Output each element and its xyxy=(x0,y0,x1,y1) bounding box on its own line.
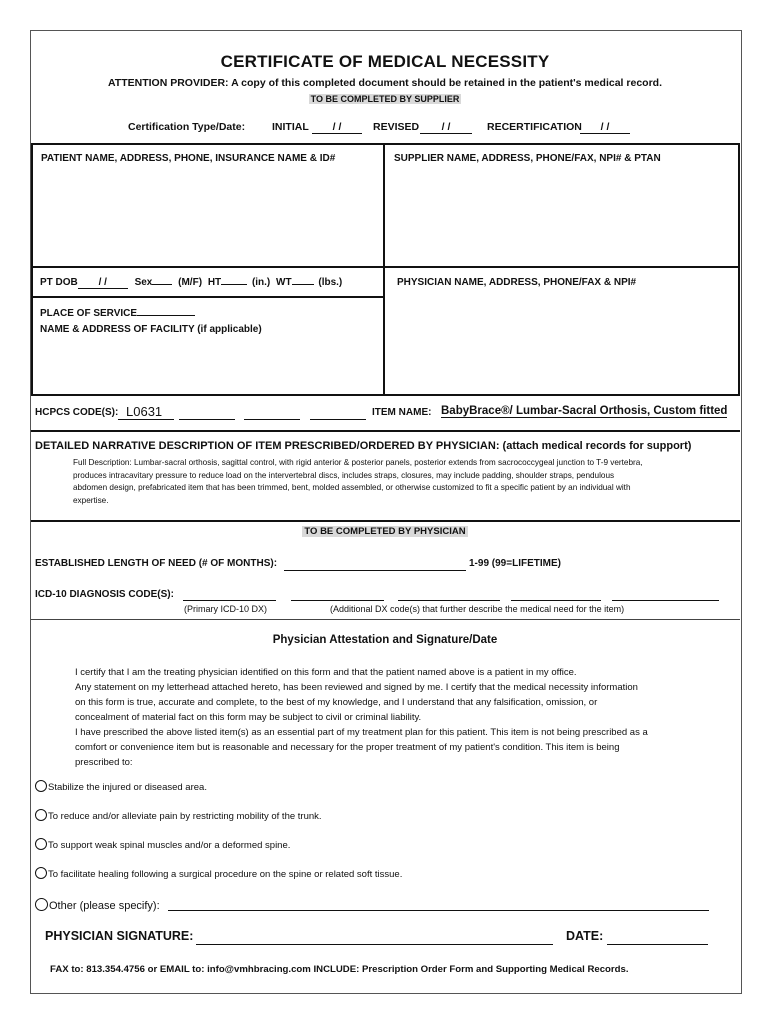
length-of-need-label: ESTABLISHED LENGTH OF NEED (# OF MONTHS): xyxy=(35,558,278,569)
radio-icon[interactable] xyxy=(35,898,48,911)
grid-row-divider xyxy=(31,266,740,268)
length-of-need-field[interactable] xyxy=(284,570,466,571)
pt-dob-field[interactable]: / / xyxy=(78,277,128,289)
ht-label: HT xyxy=(207,277,222,288)
length-of-need-hint: 1-99 (99=LIFETIME) xyxy=(469,558,561,569)
attestation-line: concealment of material fact on this form may be subject to civil or criminal liability. xyxy=(75,712,422,723)
option-label: To reduce and/or alleviate pain by restricting mobility of the trunk. xyxy=(48,811,322,822)
attention-note: ATTENTION PROVIDER: A copy of this completed document should be retained in the patient's medical record. xyxy=(107,77,662,89)
attestation-line: comfort or convenience item but is reasonable and necessary for the proper treatment of my patient's condition. This item is being xyxy=(75,742,620,753)
hcpcs-label: HCPCS CODE(S): xyxy=(35,407,119,418)
radio-icon[interactable] xyxy=(35,809,47,821)
other-specify-field[interactable] xyxy=(168,910,709,911)
attestation-heading: Physician Attestation and Signature/Date xyxy=(272,634,498,646)
place-of-service-row xyxy=(40,308,195,319)
attestation-line: I certify that I am the treating physician identified on this form and that the patient named above is a patient in my office. xyxy=(75,667,577,678)
patient-info-field[interactable]: PATIENT NAME, ADDRESS, PHONE, INSURANCE NAME & ID# xyxy=(41,153,336,164)
initial-date-field[interactable]: / / xyxy=(312,121,362,134)
attestation-line: I have prescribed the above listed item(s) as an essential part of my treatment plan for this patient. This item is not being prescribed as a xyxy=(75,727,648,738)
option-label: To facilitate healing following a surgical procedure on the spine or related soft tissue. xyxy=(48,869,403,880)
patient-supplier-grid xyxy=(31,143,740,396)
narrative-line: produces intracavitary pressure to reduce load on the intervertebral discs, includes straps, closures, may include padding, shoulder straps, pendulous xyxy=(73,470,615,480)
option-reduce-pain[interactable] xyxy=(35,809,322,822)
option-label: To support weak spinal muscles and/or a deformed spine. xyxy=(48,840,291,851)
hcpcs-code-field[interactable]: L0631 xyxy=(118,404,174,420)
attestation-line: Any statement on my letterhead attached hereto, has been reviewed and signed by me. I certify that the medical necessity information xyxy=(75,682,638,693)
hcpcs-divider xyxy=(31,430,740,432)
icd-additional-field-1[interactable] xyxy=(291,600,384,601)
pt-dob-row xyxy=(40,277,342,289)
initial-label: INITIAL xyxy=(272,121,309,133)
attestation-line: on this form is true, accurate and complete, to the best of my knowledge, and I understand that any falsification, omission, or xyxy=(75,697,598,708)
dob-row-divider xyxy=(31,296,385,298)
narrative-description[interactable] xyxy=(73,457,643,507)
ht-field[interactable] xyxy=(221,284,247,285)
certification-type-label: Certification Type/Date: xyxy=(128,121,246,133)
narrative-line: Full Description: Lumbar-sacral orthosis, sagittal control, with rigid anterior & posterior panels, posterior extends from sacrococcygeal junction to T-9 vertebra, xyxy=(73,458,643,467)
date-label: DATE: xyxy=(566,929,604,943)
attestation-line: prescribed to: xyxy=(75,757,133,768)
recertification-date-field[interactable]: / / xyxy=(580,121,630,134)
facility-field[interactable]: NAME & ADDRESS OF FACILITY (if applicable) xyxy=(40,324,262,335)
option-stabilize[interactable] xyxy=(35,780,207,793)
sex-units: (M/F) xyxy=(178,277,203,288)
option-facilitate-healing[interactable] xyxy=(35,867,402,880)
page-title: CERTIFICATE OF MEDICAL NECESSITY xyxy=(220,52,550,71)
footer-note: FAX to: 813.354.4756 or EMAIL to: info@vmhbracing.com INCLUDE: Prescription Order Form and Supporting Medical Records. xyxy=(50,964,629,975)
radio-icon[interactable] xyxy=(35,780,47,792)
wt-label: WT xyxy=(276,277,292,288)
narrative-line: expertise. xyxy=(73,495,109,505)
hcpcs-code-4-field[interactable] xyxy=(310,419,366,420)
physician-banner-text: TO BE COMPLETED BY PHYSICIAN xyxy=(304,526,466,537)
narrative-line: abdomen design, prefabricated item that has been trimmed, bent, molded assembled, or otherwise customized to fit a specific patient by an individual with xyxy=(73,483,631,492)
icd-additional-field-4[interactable] xyxy=(612,600,719,601)
revised-date-field[interactable]: / / xyxy=(420,121,472,134)
revised-label: REVISED xyxy=(373,121,420,133)
narrative-heading: DETAILED NARRATIVE DESCRIPTION OF ITEM PRESCRIBED/ORDERED BY PHYSICIAN: (attach medical records for support) xyxy=(35,440,692,452)
primary-dx-hint: (Primary ICD-10 DX) xyxy=(184,604,268,614)
date-field[interactable] xyxy=(607,944,708,945)
sex-field[interactable] xyxy=(152,284,172,285)
icd-primary-field[interactable] xyxy=(183,600,276,601)
other-label: Other (please specify): xyxy=(49,900,160,912)
option-support-muscles[interactable] xyxy=(35,838,290,851)
sex-label: Sex xyxy=(134,277,153,288)
place-of-service-label: PLACE OF SERVICE xyxy=(40,308,138,319)
pt-dob-label: PT DOB xyxy=(40,277,78,288)
recertification-label: RECERTIFICATION xyxy=(487,121,582,133)
supplier-banner xyxy=(0,94,770,104)
icd-additional-field-2[interactable] xyxy=(398,600,500,601)
radio-icon[interactable] xyxy=(35,838,47,850)
icd-additional-field-3[interactable] xyxy=(511,600,601,601)
ht-units: (in.) xyxy=(251,277,271,288)
option-label: Stabilize the injured or diseased area. xyxy=(48,782,207,793)
item-name-label: ITEM NAME: xyxy=(372,407,432,418)
radio-icon[interactable] xyxy=(35,867,47,879)
wt-units: (lbs.) xyxy=(318,277,343,288)
wt-field[interactable] xyxy=(292,284,314,285)
icd-divider xyxy=(31,619,740,620)
supplier-info-field[interactable]: SUPPLIER NAME, ADDRESS, PHONE/FAX, NPI# & PTAN xyxy=(394,153,661,164)
grid-divider xyxy=(383,143,385,396)
additional-dx-hint: (Additional DX code(s) that further describe the medical need for the item) xyxy=(330,604,625,614)
icd-label: ICD-10 DIAGNOSIS CODE(S): xyxy=(35,589,174,600)
signature-label: PHYSICIAN SIGNATURE: xyxy=(45,929,194,943)
option-other[interactable] xyxy=(35,898,160,912)
signature-field[interactable] xyxy=(196,944,553,945)
hcpcs-code-2-field[interactable] xyxy=(179,419,235,420)
physician-info-field[interactable]: PHYSICIAN NAME, ADDRESS, PHONE/FAX & NPI# xyxy=(397,277,637,288)
hcpcs-code-3-field[interactable] xyxy=(244,419,300,420)
supplier-banner-text: TO BE COMPLETED BY SUPPLIER xyxy=(310,94,460,104)
item-name-field[interactable]: BabyBrace®/ Lumbar-Sacral Orthosis, Custom fitted xyxy=(441,405,728,417)
narrative-divider xyxy=(31,520,740,522)
place-of-service-field[interactable] xyxy=(137,315,195,316)
physician-banner xyxy=(0,526,770,537)
attestation-text xyxy=(75,665,648,770)
